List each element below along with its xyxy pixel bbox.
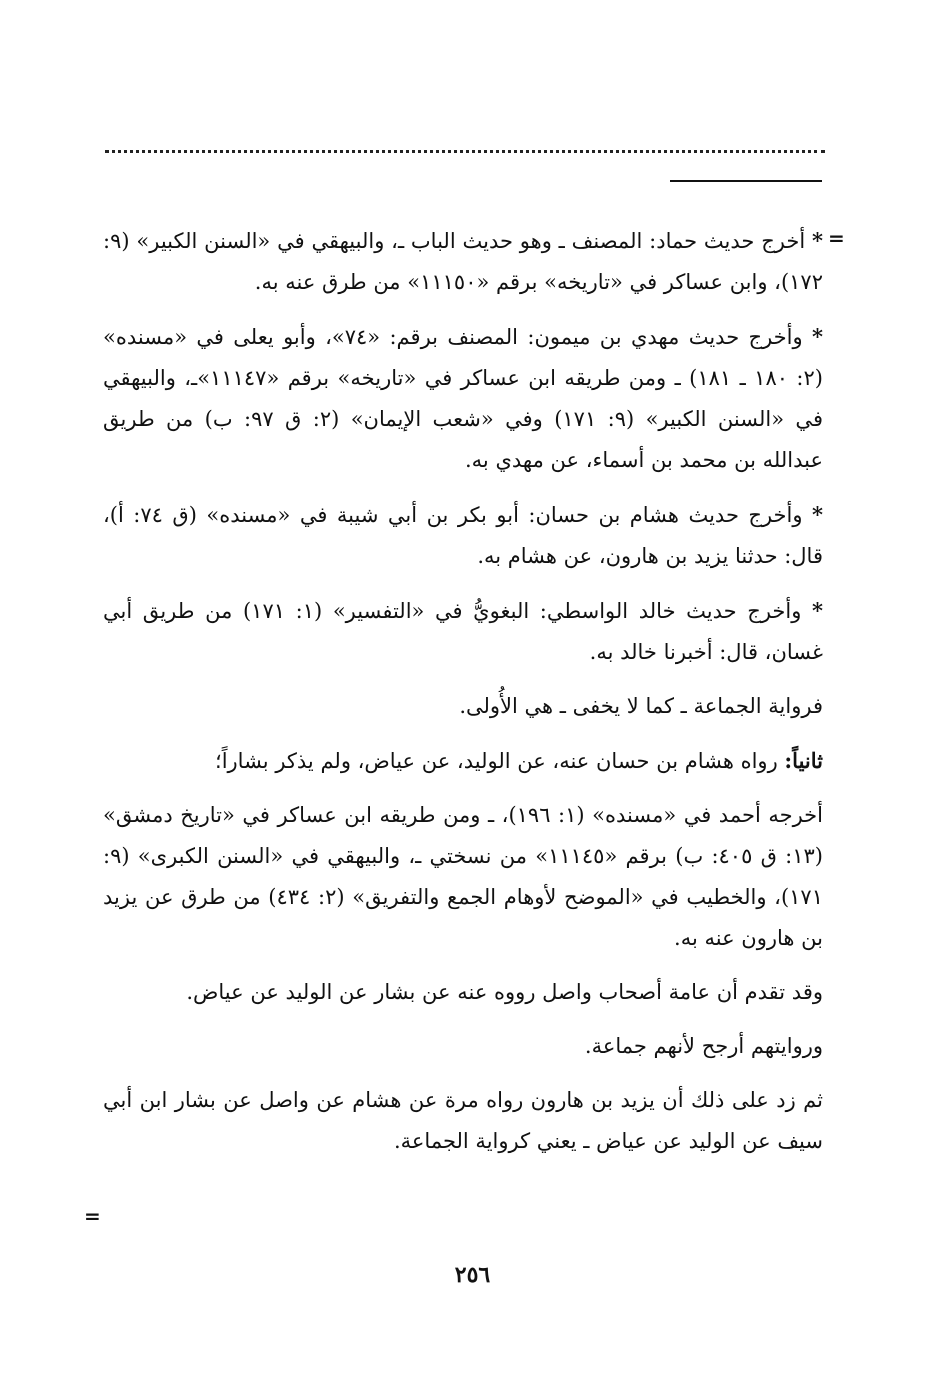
paragraph-text: أخرجه أحمد في «مسنده» (١: ١٩٦)، ـ ومن طريقه ابن عساكر في «تاريخ دمشق» (١٣: ق ٤٠٥: ب) برقم «١١١٤٥» من نسختي ـ، والبيهقي في «السنن الكبرى» (٩: ١٧١)، والخطيب في «الموضح لأوهام الجمع والتفريق» (٢: ٤٣٤) من طرق عن يزيد بن هارون عنه به.: [103, 803, 823, 950]
paragraph-khalid: [103, 590, 823, 673]
continuation-mark-top: =: [828, 226, 845, 250]
bullet-star: *: [812, 324, 823, 349]
paragraph-ahmad: [103, 795, 823, 959]
paragraph-text: أخرج حديث حماد: المصنف ـ وهو حديث الباب ـ، والبيهقي في «السنن الكبير» (٩: ١٧٢)، وابن عساكر في «تاريخه» برقم «١١١٥٠» من طرق عنه به.: [103, 229, 823, 294]
paragraph-yazid: [103, 1080, 823, 1162]
dotted-separator: [105, 150, 825, 153]
paragraph-mahdi: [103, 316, 823, 481]
paragraph-text: وأخرج حديث هشام بن حسان: أبو بكر بن أبي شيبة في «مسنده» (ق ٧٤: أ)، قال: حدثنا يزيد بن هارون، عن هشام به.: [103, 503, 823, 568]
paragraph-text: وأخرج حديث مهدي بن ميمون: المصنف برقم: «٧٤»، وأبو يعلى في «مسنده» (٢: ١٨٠ ـ ١٨١) ـ ومن طريقه ابن عساكر في «تاريخه» برقم «١١١٤٧»ـ، والبيهقي في «السنن الكبير» (٩: ١٧١) وفي «شعب الإيمان» (٢: ق ٩٧: ب) من طريق عبدالله بن محمد بن أسماء، عن مهدي به.: [103, 325, 823, 472]
paragraph-preferred: [103, 1026, 823, 1067]
paragraph-text: وروايتهم أرجح لأنهم جماعة.: [584, 1034, 823, 1058]
page-number: ٢٥٦: [454, 1262, 491, 1288]
paragraph-second: [103, 740, 823, 782]
footnote-body: [103, 220, 823, 1175]
paragraph-hammad: [103, 220, 823, 303]
bullet-star: *: [812, 502, 823, 527]
paragraph-lead: ثانياً:: [784, 748, 823, 773]
continuation-mark-bottom: =: [84, 1204, 101, 1228]
paragraph-text: ثم زد على ذلك أن يزيد بن هارون رواه مرة عن هشام عن واصل عن بشار ابن أبي سيف عن الوليد عن عياض ـ يعني كرواية الجماعة.: [103, 1088, 823, 1153]
paragraph-hisham: [103, 494, 823, 577]
paragraph-jamaah-first: [103, 686, 823, 727]
bullet-star: *: [812, 228, 823, 253]
paragraph-wasil: [103, 972, 823, 1013]
bullet-star: *: [812, 598, 824, 623]
paragraph-text: فرواية الجماعة ـ كما لا يخفى ـ هي الأُولى.: [459, 694, 823, 718]
paragraph-text: وقد تقدم أن عامة أصحاب واصل رووه عنه عن بشار عن الوليد عن عياض.: [186, 980, 823, 1004]
paragraph-text: وأخرج حديث خالد الواسطي: البغويُّ في «التفسير» (١: ١٧١) من طريق أبي غسان، قال: أخبرنا خالد به.: [103, 599, 823, 664]
paragraph-text: رواه هشام بن حسان عنه، عن الوليد، عن عياض، ولم يذكر بشاراً؛: [215, 749, 778, 773]
footnote-rule: [670, 180, 822, 182]
